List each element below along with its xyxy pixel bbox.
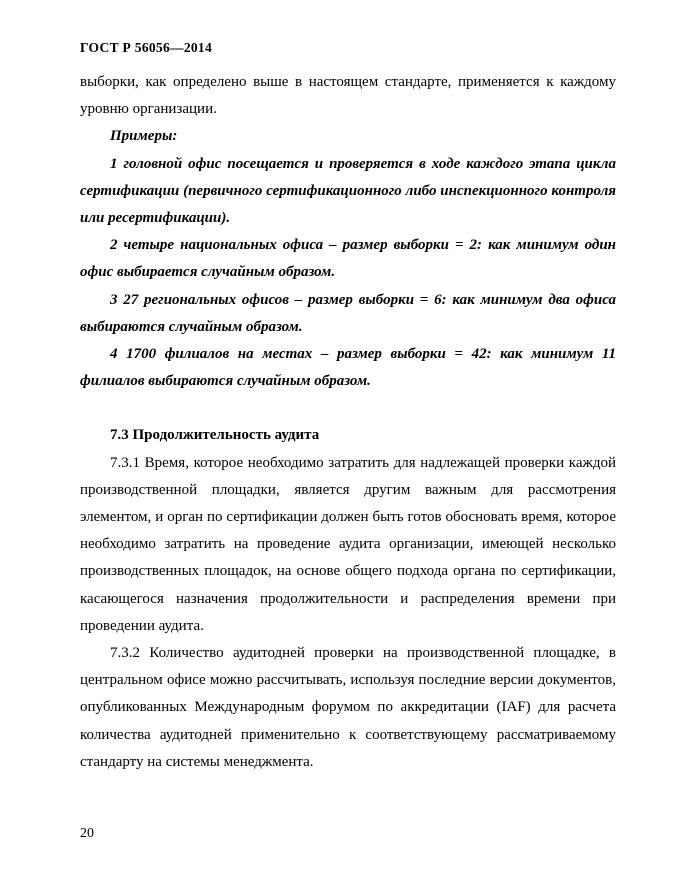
section-heading: 7.3 Продолжительность аудита (110, 427, 320, 444)
standard-header: ГОСТ Р 56056—2014 (80, 40, 213, 55)
example-1: 1 головной офис посещается и проверяется в ходе каждого этапа цикла сертификации (первичного сертификационного либо инспекционного контроля или ресертификации). (80, 155, 616, 227)
example-4: 4 1700 филиалов на местах – размер выборки = 42: как минимум 11 филиалов выбираются случайным образом. (80, 346, 616, 390)
section-spacer (80, 395, 616, 422)
example-2: 2 четыре национальных офиса – размер выборки = 2: как минимум один офис выбирается случайным образом. (80, 237, 616, 281)
page-number: 20 (80, 826, 94, 841)
document-body (80, 69, 616, 776)
intro-paragraph: выборки, как определено выше в настоящем стандарте, применяется к каждому уровню организации. (80, 74, 616, 118)
paragraph-7-3-1: 7.3.1 Время, которое необходимо затратить для надлежащей проверки каждой производственной площадки, является другим важным для рассмотрения элементом, и орган по сертификации должен быть готов обосновать время, которое необходимо затратить на проведение аудита организации, имеющей несколько производственных площадок, на основе общего подхода органа по сертификации, касающегося назначения продолжительности и распределения времени при проведении аудита. (80, 454, 616, 634)
paragraph-7-3-2: 7.3.2 Количество аудитодней проверки на производственной площадке, в центральном офисе можно рассчитывать, используя последние версии документов, опубликованных Международным форумом по аккредитации (IAF) для расчета количества аудитодней применительно к соответствующему рассматриваемому стандарту на системы менеджмента. (80, 645, 616, 770)
examples-title: Примеры: (110, 128, 178, 145)
example-3: 3 27 региональных офисов – размер выборки = 6: как минимум два офиса выбираются случайным образом. (80, 291, 616, 335)
